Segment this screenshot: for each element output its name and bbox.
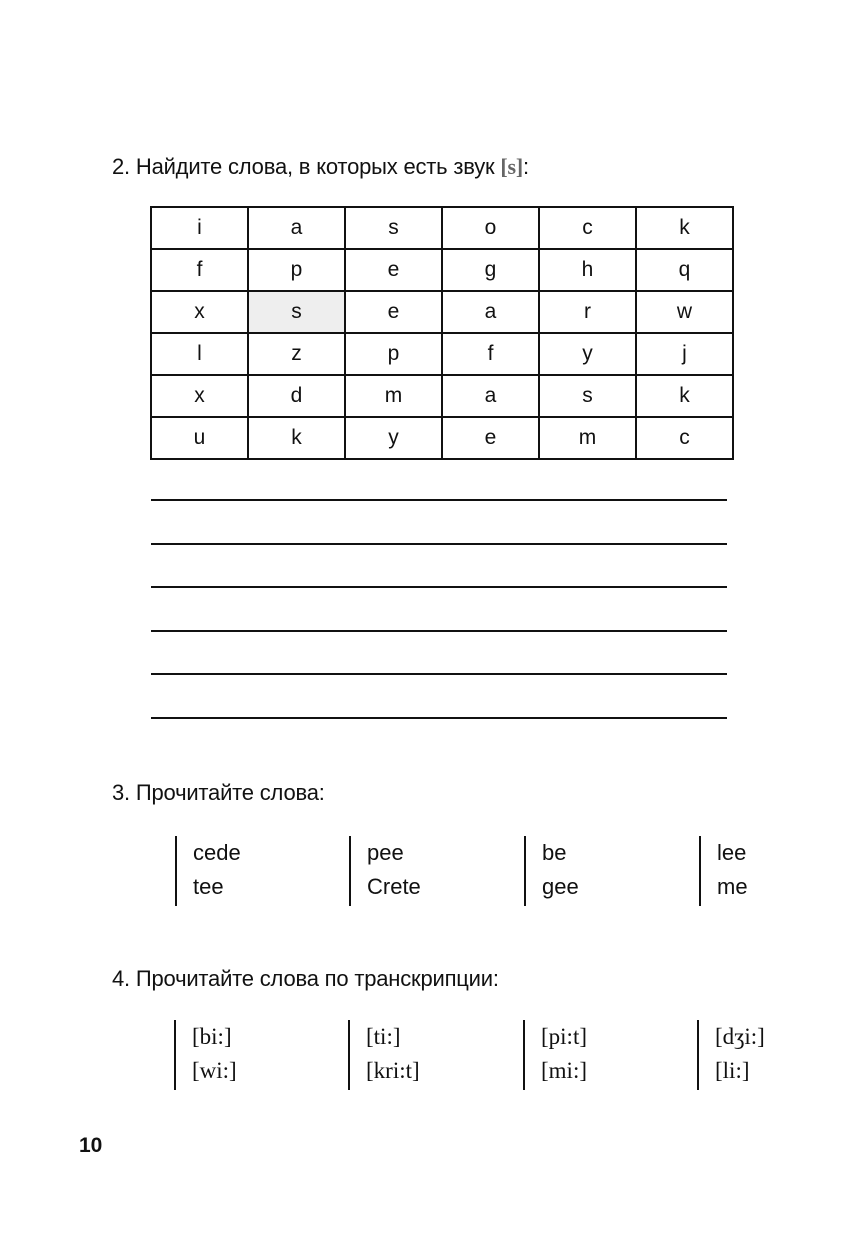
answer-line[interactable] [151, 499, 727, 501]
exercise-2-prompt: Найдите слова, в которых есть звук [135, 154, 495, 179]
transcription: [dʒi:] [715, 1024, 765, 1049]
word-column [175, 836, 241, 906]
word: pee [367, 840, 404, 865]
transcription-column [523, 1020, 587, 1090]
grid-cell[interactable]: a [442, 291, 539, 333]
grid-cell[interactable]: u [151, 417, 248, 459]
answer-line[interactable] [151, 673, 727, 675]
grid-cell[interactable]: k [636, 207, 733, 249]
grid-cell[interactable]: k [636, 375, 733, 417]
grid-cell[interactable]: s [539, 375, 636, 417]
grid-cell[interactable]: r [539, 291, 636, 333]
transcription: [mi:] [541, 1058, 587, 1083]
grid-row [151, 375, 733, 417]
grid-cell[interactable]: d [248, 375, 345, 417]
word: me [717, 874, 748, 899]
grid-cell[interactable]: f [151, 249, 248, 291]
grid-cell[interactable]: y [539, 333, 636, 375]
word: gee [542, 874, 579, 899]
word: tee [193, 874, 224, 899]
grid-cell[interactable]: k [248, 417, 345, 459]
grid-cell[interactable]: s [345, 207, 442, 249]
grid-row [151, 207, 733, 249]
grid-row [151, 417, 733, 459]
answer-line[interactable] [151, 586, 727, 588]
exercise-4-number: 4. [112, 966, 130, 991]
grid-cell[interactable]: c [539, 207, 636, 249]
transcription: [li:] [715, 1058, 750, 1083]
exercise-2-heading [112, 154, 529, 180]
grid-cell[interactable]: p [248, 249, 345, 291]
grid-cell[interactable]: e [345, 291, 442, 333]
grid-cell[interactable]: e [442, 417, 539, 459]
grid-cell[interactable]: a [248, 207, 345, 249]
grid-cell[interactable]: y [345, 417, 442, 459]
exercise-3-number: 3. [112, 780, 130, 805]
exercise-2-number: 2. [112, 154, 130, 179]
answer-line[interactable] [151, 543, 727, 545]
grid-cell-highlighted[interactable]: s [248, 291, 345, 333]
answer-lines [151, 499, 727, 761]
grid-cell[interactable]: g [442, 249, 539, 291]
word: be [542, 840, 567, 865]
answer-line[interactable] [151, 717, 727, 719]
grid-cell[interactable]: e [345, 249, 442, 291]
grid-cell[interactable]: m [539, 417, 636, 459]
transcription: [ti:] [366, 1024, 401, 1049]
grid-cell[interactable]: a [442, 375, 539, 417]
word-column [699, 836, 748, 906]
grid-cell[interactable]: m [345, 375, 442, 417]
transcription-column [174, 1020, 237, 1090]
transcription-column [697, 1020, 765, 1090]
grid-cell[interactable]: l [151, 333, 248, 375]
grid-row [151, 333, 733, 375]
transcription: [pi:t] [541, 1024, 587, 1049]
exercise-4-heading [112, 966, 499, 992]
exercise-3-heading [112, 780, 325, 806]
answer-line[interactable] [151, 630, 727, 632]
word: Crete [367, 874, 421, 899]
exercise-2-sound: [s] [500, 154, 524, 179]
grid-cell[interactable]: j [636, 333, 733, 375]
word: lee [717, 840, 747, 865]
transcription-column [348, 1020, 420, 1090]
word-column [349, 836, 421, 906]
word: cede [193, 840, 241, 865]
grid-cell[interactable]: x [151, 375, 248, 417]
grid-row [151, 291, 733, 333]
exercise-2-suffix: : [523, 154, 529, 179]
transcription: [kri:t] [366, 1058, 420, 1083]
exercise-3-prompt: Прочитайте слова: [135, 780, 325, 805]
grid-cell[interactable]: h [539, 249, 636, 291]
grid-row [151, 249, 733, 291]
letter-grid [150, 206, 734, 460]
grid-cell[interactable]: o [442, 207, 539, 249]
transcription: [wi:] [192, 1058, 237, 1083]
grid-cell[interactable]: x [151, 291, 248, 333]
grid-cell[interactable]: c [636, 417, 733, 459]
grid-cell[interactable]: i [151, 207, 248, 249]
grid-cell[interactable]: z [248, 333, 345, 375]
word-column [524, 836, 579, 906]
grid-cell[interactable]: p [345, 333, 442, 375]
grid-cell[interactable]: q [636, 249, 733, 291]
page-number: 10 [79, 1134, 103, 1157]
grid-cell[interactable]: f [442, 333, 539, 375]
exercise-4-prompt: Прочитайте слова по транскрипции: [135, 966, 499, 991]
grid-cell[interactable]: w [636, 291, 733, 333]
transcription: [bi:] [192, 1024, 232, 1049]
